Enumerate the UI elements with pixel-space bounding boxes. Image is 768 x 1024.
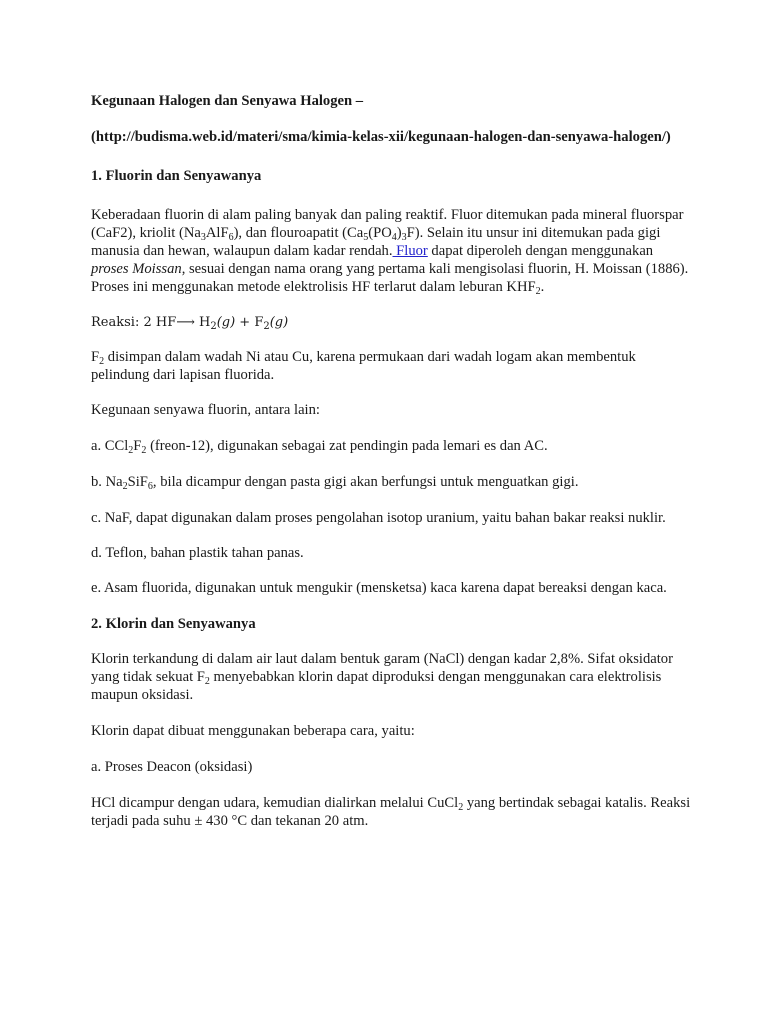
list-item-asam-fluorida: e. Asam fluorida, digunakan untuk mengukir (mensketsa) kaca karena dapat bereaksi dengan kaca. [91,580,667,596]
source-url: (http://budisma.web.id/materi/sma/kimia-kelas-xii/kegunaan-halogen-dan-senyawa-halogen/) [91,129,671,145]
list-item-na2sif6: b. $Na_2SiF_6$, bila dicampur dengan pasta gigi akan berfungsi untuk menguatkan gigi. [91,474,579,492]
list-item-teflon: d. Teflon, bahan plastik tahan panas. [91,545,304,561]
paragraph-klorin-cara: Klorin dapat dibuat menggunakan beberapa cara, yaitu: [91,723,415,739]
section-heading-klorin: 2. Klorin dan Senyawanya [91,616,256,632]
document-body [91,92,691,830]
paragraph-deacon-detail: HCl dicampur dengan udara, kemudian dialirkan melalui CuCl$_2$ yang bertindak sebagai katalis. Reaksi terjadi pada suhu ± 430 °C dan tekanan 20 atm. [91,795,691,829]
fluor-link[interactable]: Fluor [392,243,428,259]
list-item-freon: a. $CCl_2F_2$ (freon-12), digunakan sebagai zat pendingin pada lemari es dan AC. [91,438,548,456]
document-title: Kegunaan Halogen dan Senyawa Halogen – [91,93,364,109]
list-item-naf: c. NaF, dapat digunakan dalam proses pengolahan isotop uranium, yaitu bahan bakar reaksi nuklir. [91,510,666,526]
paragraph-klorin-intro: Klorin terkandung di dalam air laut dalam bentuk garam (NaCl) dengan kadar 2,8%. Sifat oksidator yang tidak sekuat $F_2$ menyebabkan klorin dapat diproduksi dengan menggunakan cara elektrolisis maupun oksidasi. [91,651,673,703]
section-heading-fluorin: 1. Fluorin dan Senyawanya [91,168,262,184]
paragraph-f2-storage: $F_2$ disimpan dalam wadah Ni atau Cu, karena permukaan dari wadah logam akan membentuk pelindung dari lapisan fluorida. [91,349,636,383]
paragraph-fluorin-intro: Keberadaan fluorin di alam paling banyak dan paling reaktif. Fluor ditemukan pada mineral fluorspar (CaF2), kriolit $(Na_3AlF_6)$, dan flouroapatit $(Ca_5(PO_4)_3F)$. Selain itu unsur ini ditemukan pada gigi manusia dan hewan, walaupun dalam kadar rendah. Fluor dapat diperoleh dengan menggunakan proses Moissan, sesuai dengan nama orang yang pertama kali mengisolasi fluorin, H. Moissan (1886). Proses ini menggunakan metode elektrolisis HF terlarut dalam leburan $KHF_2$. [91,207,689,297]
paragraph-kegunaan: Kegunaan senyawa fluorin, antara lain: [91,402,320,418]
reaction-equation: Reaksi: 2 HF⟶ $H_2(g) + F_2(g)$ [91,315,289,332]
list-item-deacon: a. Proses Deacon (oksidasi) [91,759,253,775]
